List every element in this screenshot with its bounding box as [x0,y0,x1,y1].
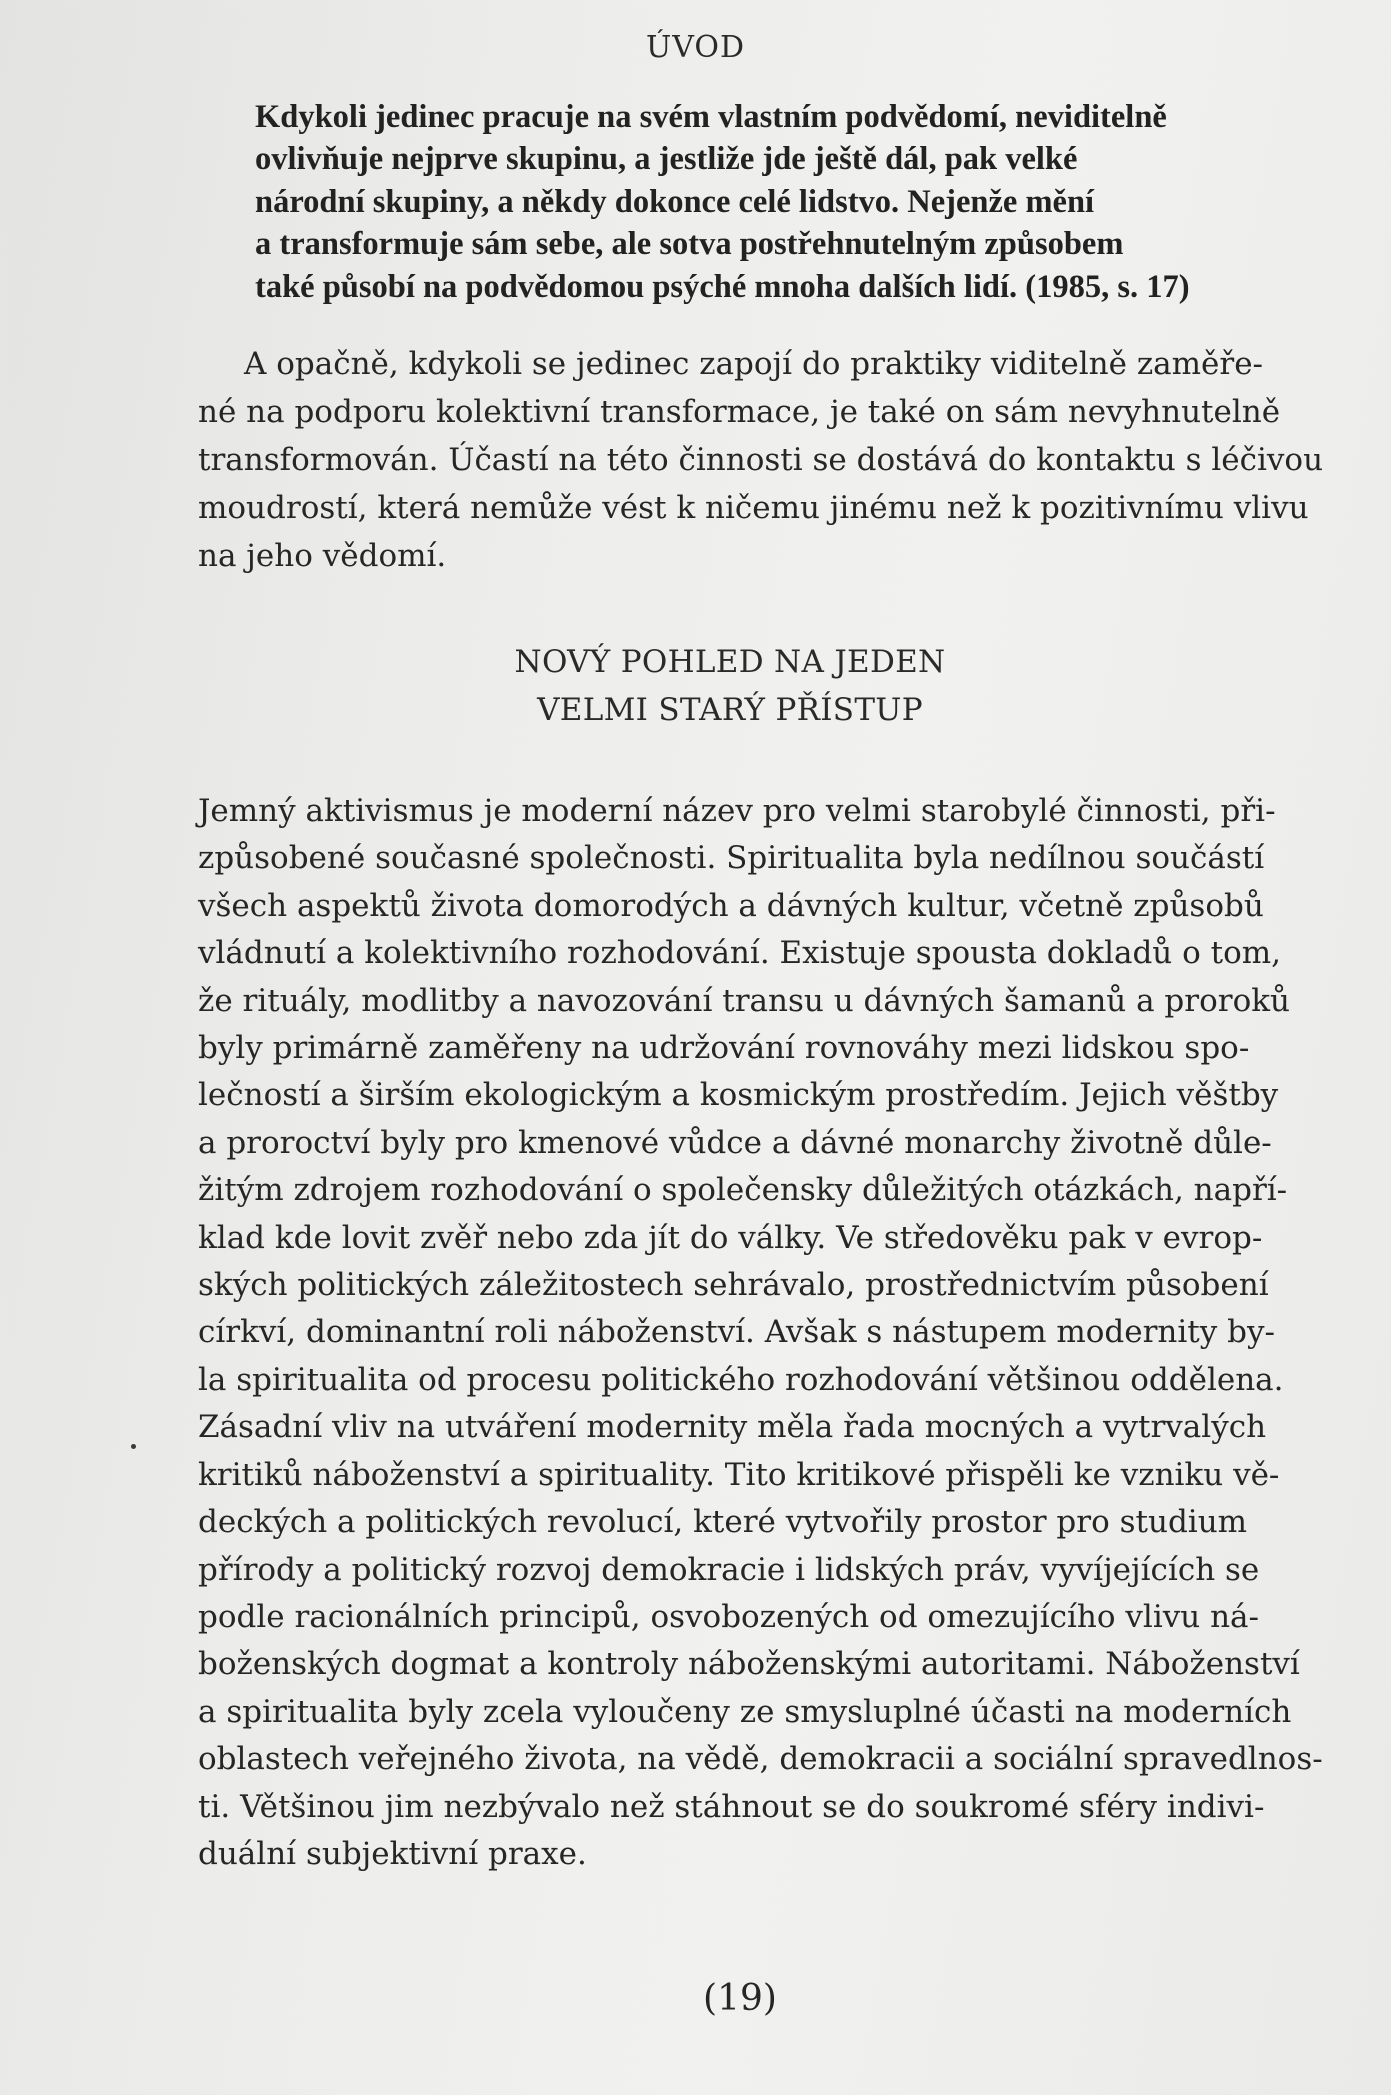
paragraph-line: boženských dogmat a kontroly náboženskými autoritami. Náboženství [198,1646,1300,1683]
section-heading-line-1: NOVÝ POHLED NA JEDEN [514,644,946,680]
paragraph-line: klad kde lovit zvěř nebo zda jít do války. Ve středověku pak v evrop- [198,1219,1263,1256]
margin-mark [131,1444,136,1449]
paragraph-line: A opačně, kdykoli se jedinec zapojí do praktiky viditelně zaměře- [244,346,1264,382]
paragraph-line: a proroctví byly pro kmenové vůdce a dávné monarchy životně důle- [198,1124,1272,1161]
paragraph-line: že rituály, modlitby a navozování transu u dávných šamanů a proroků [198,982,1290,1019]
paragraph-line: né na podporu kolektivní transformace, je také on sám nevyhnutelně [198,394,1281,430]
paragraph-line: způsobené současné společnosti. Spiritualita byla nedílnou součástí [198,840,1265,877]
paragraph-line: kritiků náboženství a spirituality. Tito kritikové přispěli ke vzniku vě- [198,1456,1280,1493]
quote-line: a transformuje sám sebe, ale sotva postřehnutelným způsobem [255,226,1124,263]
paragraph-line: Zásadní vliv na utváření modernity měla řada mocných a vytrvalých [198,1409,1267,1446]
paragraph-line: byly primárně zaměřeny na udržování rovnováhy mezi lidskou spo- [198,1030,1250,1067]
paragraph-line: lečností a širším ekologickým a kosmickým prostředím. Jejich věštby [198,1077,1279,1114]
quote-line: Kdykoli jedinec pracuje na svém vlastním podvědomí, neviditelně [255,99,1167,135]
paragraph-2 [198,788,1323,1878]
block-quote [255,96,1245,308]
paragraph-1 [198,340,1324,580]
quote-line: také působí na podvědomou psýché mnoha dalších lidí. (1985, s. 17) [255,268,1190,305]
section-heading-line-2: VELMI STARÝ PŘÍSTUP [537,692,923,728]
running-head: ÚVOD [645,30,746,65]
paragraph-line: přírody a politický rozvoj demokracie i lidských práv, vyvíjejících se [198,1551,1260,1588]
paragraph-line: církví, dominantní roli náboženství. Avšak s nástupem modernity by- [198,1314,1275,1351]
paragraph-line: Jemný aktivismus je moderní název pro velmi starobylé činnosti, při- [198,793,1276,829]
paragraph-line: la spiritualita od procesu politického rozhodování většinou oddělena. [198,1361,1284,1398]
page-number: (19) [703,1978,777,2019]
paragraph-line: transformován. Účastí na této činnosti se dostává do kontaktu s léčivou [198,442,1324,478]
paragraph-line: duální subjektivní praxe. [198,1835,587,1872]
paragraph-line: všech aspektů života domorodých a dávných kultur, včetně způsobů [198,887,1264,924]
paragraph-line: a spiritualita byly zcela vyloučeny ze smysluplné účasti na moderních [198,1693,1292,1730]
paragraph-line: moudrostí, která nemůže vést k ničemu jinému než k pozitivnímu vlivu [198,490,1309,526]
paragraph-line: deckých a politických revolucí, které vytvořily prostor pro studium [198,1504,1248,1541]
paragraph-line: vládnutí a kolektivního rozhodování. Existuje spousta dokladů o tom, [198,935,1282,972]
paragraph-line: podle racionálních principů, osvobozených od omezujícího vlivu ná- [198,1598,1260,1635]
section-heading [0,638,1391,734]
paragraph-line: oblastech veřejného života, na vědě, demokracii a sociální spravedlnos- [198,1741,1323,1778]
paragraph-line: ti. Většinou jim nezbývalo než stáhnout se do soukromé sféry indivi- [198,1788,1265,1825]
paragraph-line: na jeho vědomí. [198,538,447,574]
quote-line: národní skupiny, a někdy dokonce celé lidstvo. Nejenže mění [255,183,1095,220]
quote-line: ovlivňuje nejprve skupinu, a jestliže jde ještě dál, pak velké [255,141,1078,178]
paragraph-line: žitým zdrojem rozhodování o společensky důležitých otázkách, napří- [198,1172,1288,1209]
paragraph-line: ských politických záležitostech sehrávalo, prostřednictvím působení [198,1267,1269,1304]
